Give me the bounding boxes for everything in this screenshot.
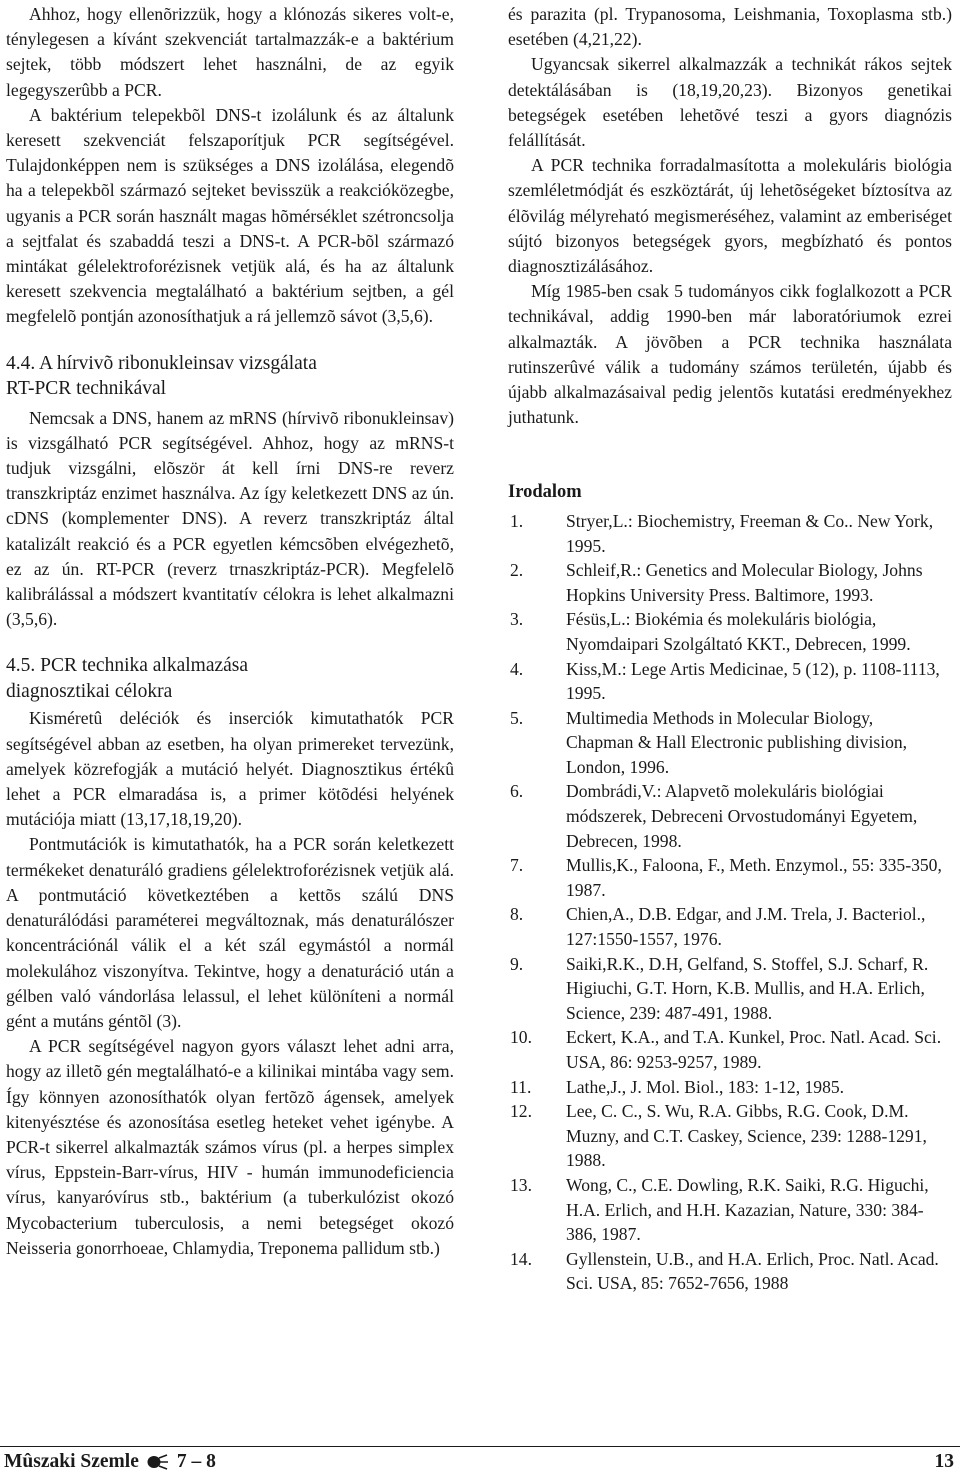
cancer-detection-paragraph: Ugyancsak sikerrel alkalmazzák a technikát rákos sejtek detektálásában is (18,19,20,23). Bizonyos genetikai betegségek esetében lehetõvé teszi a gyors diagnózis felállítását. [508, 54, 952, 151]
reference-number: 14. [510, 1248, 532, 1269]
section-4-5-paragraph-3: A PCR segítségével nagyon gyors választ lehet adni arra, hogy az illetõ gén megtalálható-e a kilinikai mintába vagy sem. Így könnyen azonosíthatók olyan fertõzõ ágensek, amelyek kitenyésztése és azonosítása esetleg heteket vehet igénybe. A PCR-t sikerrel alkalmazták számos vírus (pl. a herpes simplex vírus, Eppstein-Barr-vírus, HIV - humán immunodeficiencia vírus, kanyaróvírus stb., baktérium (a tuberkulózist okozó Mycobacterium tuberculosis, a nemi betegséget okozó Neisseria gonorrhoeae, Chlamydia, Treponema pallidum stb.) [6, 1036, 454, 1258]
reference-text: Schleif,R.: Genetics and Molecular Biology, Johns Hopkins University Press. Baltimore, 1993. [566, 560, 923, 605]
reference-number: 4. [510, 658, 524, 679]
references-heading: Irodalom [508, 482, 582, 503]
intro-paragraph: Ahhoz, hogy ellenõrizzük, hogy a klónozás sikeres volt-e, ténylegesen a kívánt szekvenciát tartalmazzák-e a baktérium sejtek, több módszert lehet használni, de az egyik legegyszerûbb a PCR. [6, 4, 454, 100]
reference-item [508, 952, 952, 1026]
section-4-4-heading-line1: 4.4. A hírvivõ ribonukleinsav vizsgálata [6, 352, 317, 374]
section-4-4-heading [6, 351, 454, 402]
page-number: 13 [934, 1451, 954, 1472]
reference-text: Lathe,J., J. Mol. Biol., 183: 1-12, 1985. [566, 1076, 845, 1097]
reference-number: 12. [510, 1101, 532, 1122]
reference-text: Multimedia Methods in Molecular Biology, Chapman & Hall Electronic publishing division, London, 1996. [566, 707, 908, 777]
revolution-paragraph: A PCR technika forradalmasította a molekuláris biológia szemléletmódját és eszköztárát, új lehetõségeket bíztosítva az élõvilág mélyreható megismeréséhez, valamint az emberiséget sújtó bizonyos betegségek gyors, megbízható és pontos diagnosztizálásához. [508, 155, 952, 277]
reference-text: Lee, C. C., S. Wu, R.A. Gibbs, R.G. Cook, D.M. Muzny, and C.T. Caskey, Science, 239: 1288-1291, 1988. [566, 1101, 927, 1171]
reference-number: 3. [510, 609, 524, 630]
reference-text: Chien,A., D.B. Edgar, and J.M. Trela, J. Bacteriol., 127:1550-1557, 1976. [566, 904, 926, 950]
reference-item [508, 1173, 952, 1247]
reference-number: 13. [510, 1174, 532, 1195]
reference-number: 11. [510, 1076, 532, 1097]
reference-item [508, 607, 952, 656]
reference-number: 5. [510, 707, 524, 728]
reference-item [508, 1075, 952, 1100]
section-4-5-paragraph-2: Pontmutációk is kimutathatók, ha a PCR során keletkezett termékeket denaturáló gradiens gélelektroforézisnek vetjük alá. A pontmutáció következtében a kettõs szálú DNS denaturálódási paraméterei megváltoznak, más denaturálószer koncentrációnál válik el a két szál egymástól a normál molekulához viszonyítva. Tekintve, hogy a denaturáció után a gélben való vándorlása lelassul, el lehet különíteni a normál gént a mutáns géntõl (3). [6, 834, 454, 1031]
journal-name: Mûszaki Szemle [4, 1451, 139, 1472]
reference-number: 2. [510, 560, 524, 581]
section-4-4-paragraph: Nemcsak a DNS, hanem az mRNS (hírvivõ ribonukleinsav) is vizsgálható PCR segítségével. Ahhoz, hogy az mRNS-t tudjuk vizsgálni, elõször át kell írni DNS-re reverz transzkriptáz enzimet használva. Az így keletkezett DNS az ún. cDNS (komplementer DNS). A reverz transzkriptáz által katalizált reakció és a PCR egyetlen kémcsõben elvégezhetõ, ez az ún. RT-PCR (reverz trnaszkriptáz-PCR). Megfelelõ kalibrálással a módszert kvantitatív célokra is lehet alkalmazni (3,5,6). [6, 407, 454, 630]
left-column [6, 2, 454, 1261]
reference-item [508, 853, 952, 902]
reference-item [508, 657, 952, 706]
issue-number: 7 – 8 [176, 1451, 216, 1472]
reference-text: Saiki,R.K., D.H, Gelfand, S. Stoffel, S.J. Scharf, R. Higiuchi, G.T. Horn, K.B. Mullis, and H.A. Erlich, Science, 239: 487-491, 1988. [566, 953, 929, 1023]
reference-text: Mullis,K., Faloona, F., Meth. Enzymol., 55: 335-350, 1987. [566, 855, 942, 900]
section-4-5-paragraph-1: Kisméretû deléciók és inserciók kimutathatók PCR segítségével abban az esetben, ha olyan primereket tervezünk, amelyek közrefogják a mutáció helyét. Diagnosztikus értékû lehet a PCR elmaradása is, a primer kötõdési helyének mutációja miatt (13,17,18,19,20). [6, 708, 454, 830]
reference-text: Eckert, K.A., and T.A. Kunkel, Proc. Natl. Acad. Sci. USA, 86: 9253-9257, 1989. [566, 1027, 942, 1073]
reference-number: 1. [510, 510, 524, 531]
reference-number: 9. [510, 953, 524, 974]
reference-text: Fésüs,L.: Biokémia és molekuláris biológia, Nyomdaipari Szolgáltató KKT., Debrecen, 1999. [566, 609, 911, 654]
reference-text: Gyllenstein, U.B., and H.A. Erlich, Proc. Natl. Acad. Sci. USA, 85: 7652-7656, 1988 [566, 1248, 939, 1294]
reference-number: 8. [510, 904, 524, 925]
page-footer [0, 1446, 960, 1479]
reference-text: Wong, C., C.E. Dowling, R.K. Saiki, R.G. Higuchi, H.A. Erlich, and H.H. Kazazian, Nature, 330: 384-386, 1987. [566, 1174, 929, 1245]
future-paragraph: Míg 1985-ben csak 5 tudományos cikk foglalkozott a PCR technikával, addig 1990-ben már laboratóriumok ezrei alkalmazták. A jövõben a PCR technika használata rutinszerûvé válik a tudomány számos területén, újabb és újabb alkalmazásaival pedig jelentõs kutatási eredményekhez juthatunk. [508, 281, 952, 428]
reference-item [508, 558, 952, 607]
reference-number: 10. [510, 1027, 532, 1048]
section-4-5-heading [6, 653, 454, 704]
footer-journal [4, 1451, 216, 1473]
section-4-4-heading-line2: RT-PCR technikával [6, 378, 167, 400]
reference-text: Dombrádi,V.: Alapvetõ molekuláris biológiai módszerek, Debreceni Orvostudományi Egyetem, Debrecen, 1998. [566, 781, 918, 851]
reference-item [508, 779, 952, 853]
continuation-paragraph: és parazita (pl. Trypanosoma, Leishmania, Toxoplasma stb.) esetében (4,21,22). [508, 4, 952, 50]
reference-item [508, 902, 952, 951]
reference-number: 7. [510, 855, 524, 876]
section-4-5-heading-line1: 4.5. PCR technika alkalmazása [6, 655, 249, 677]
references-list [508, 509, 952, 1296]
reference-number: 6. [510, 781, 524, 802]
section-4-5-heading-line2: diagnosztikai célokra [6, 680, 173, 702]
reference-text: Kiss,M.: Lege Artis Medicinae, 5 (12), p. 1108-1113, 1995. [566, 658, 940, 704]
reference-item [508, 509, 952, 558]
reference-text: Stryer,L.: Biochemistry, Freeman & Co.. New York, 1995. [566, 510, 934, 556]
reference-item [508, 1099, 952, 1173]
reference-item [508, 1247, 952, 1296]
ear-of-grain-icon [147, 1453, 169, 1471]
reference-item [508, 706, 952, 780]
bacterial-paragraph: A baktérium telepekbõl DNS-t izolálunk és az általunk keresett szekvenciát felszaporítjuk PCR segítségével. Tulajdonképpen nem is szükséges a DNS izolálása, elegendõ ha a telepekbõl származó sejteket bevisszük a reakcióközegbe, ugyanis a PCR során használt magas hõmérséklet szétroncsolja a sejtfalat és szabaddá teszi a DNS-t. A PCR-bõl származó mintákat gélelektroforézisnek vetjük alá, és ha az általunk keresett szekvencia megtalálható a baktérium sejtben, a gél megfelelõ pontján azonosíthatjuk a rá jellemzõ sávot (3,5,6). [6, 104, 454, 327]
right-column [508, 2, 952, 1296]
reference-item [508, 1025, 952, 1074]
